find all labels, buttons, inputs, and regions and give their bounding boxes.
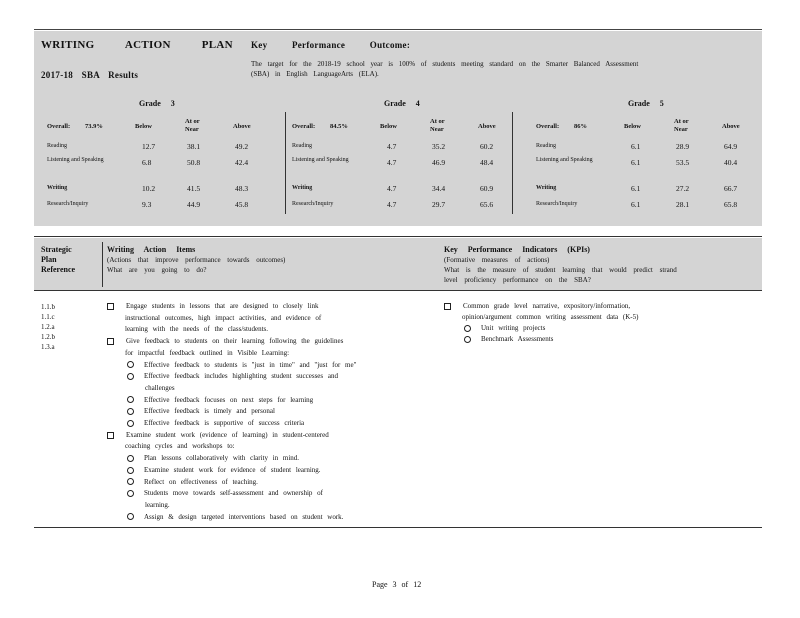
overall-value: 84.5% — [330, 123, 348, 130]
row-label: Listening and Speaking — [292, 157, 349, 163]
list-item-text: Examine student work (evidence of learning) in student-centered — [126, 430, 329, 439]
grade-divider — [512, 112, 513, 214]
list-item — [127, 513, 343, 521]
value-above: 65.8 — [724, 200, 738, 209]
col-header-below: Below — [135, 123, 152, 130]
list-item-text: coaching cycles and workshops to: — [125, 442, 235, 451]
value-near: 41.5 — [187, 184, 201, 193]
square-bullet-icon — [107, 303, 114, 310]
reference-item: 1.2.b — [41, 333, 55, 341]
list-item — [127, 407, 275, 415]
list-item — [462, 313, 638, 321]
col-header-at-near — [430, 118, 445, 134]
value-below: 12.7 — [142, 142, 156, 151]
grade-title: Grade 5 — [628, 99, 664, 108]
ref-header-line: Reference — [41, 265, 76, 274]
column-divider — [102, 242, 103, 287]
row-label: Writing — [536, 185, 557, 191]
col-header-at-near-line: Near — [430, 126, 444, 133]
value-near: 38.1 — [187, 142, 201, 151]
row-label: Writing — [47, 185, 68, 191]
value-below: 4.7 — [387, 158, 397, 167]
row-label: Listening and Speaking — [536, 157, 593, 163]
list-item-text: Plan lessons collaboratively with clarity in mind. — [144, 454, 300, 463]
list-item-text: Assign & design targeted interventions based on student work. — [144, 512, 344, 521]
circle-bullet-icon — [464, 325, 471, 332]
circle-bullet-icon — [127, 467, 134, 474]
ref-header-line: Strategic — [41, 245, 72, 254]
grade-title: Grade 3 — [139, 99, 175, 108]
section-rule — [34, 290, 762, 291]
kpi-question: What is the measure of student learning that would predict strand — [444, 266, 677, 274]
action-items-title: Writing Action Items — [107, 245, 196, 254]
value-above: 48.4 — [480, 158, 494, 167]
value-near: 35.2 — [432, 142, 446, 151]
kpi-header — [444, 245, 677, 285]
row-label: Research/Inquiry — [47, 201, 89, 207]
col-header-at-near-line: At or — [674, 118, 689, 125]
value-below: 4.7 — [387, 184, 397, 193]
circle-bullet-icon — [127, 373, 134, 380]
circle-bullet-icon — [127, 513, 134, 520]
col-header-below: Below — [624, 123, 641, 130]
col-header-above: Above — [233, 123, 251, 130]
list-item — [127, 478, 258, 486]
action-items-question: What are you going to do? — [107, 266, 207, 274]
action-items-header — [107, 245, 285, 275]
list-item-text: Give feedback to students on their learning following the guidelines — [126, 337, 344, 346]
value-near: 29.7 — [432, 200, 446, 209]
row-label: Listening and Speaking — [47, 157, 104, 163]
value-near: 50.8 — [187, 158, 201, 167]
kpi-question: level proficiency performance on the SBA? — [444, 276, 591, 284]
kpi-title: Key Performance Indicators (KPIs) — [444, 245, 590, 254]
row-label: Research/Inquiry — [536, 201, 578, 207]
value-above: 48.3 — [235, 184, 249, 193]
reference-list — [41, 302, 55, 352]
value-below: 4.7 — [387, 200, 397, 209]
key-outcome-label: Key Performance Outcome: — [251, 40, 411, 50]
value-below: 4.7 — [387, 142, 397, 151]
value-below: 6.1 — [631, 184, 641, 193]
value-near: 28.9 — [676, 142, 690, 151]
list-item — [127, 361, 356, 369]
list-item-text: Benchmark Assessments — [481, 335, 554, 343]
list-item — [107, 337, 343, 345]
list-item — [127, 489, 323, 497]
list-item — [127, 372, 338, 380]
grade-title: Grade 4 — [384, 99, 420, 108]
list-item — [464, 324, 545, 332]
list-item — [127, 454, 299, 462]
value-above: 60.2 — [480, 142, 494, 151]
section-rule — [34, 236, 762, 237]
list-item-text: learning with the needs of the class/students. — [125, 325, 268, 334]
col-header-below: Below — [380, 123, 397, 130]
list-item-text: Students move towards self-assessment and ownership of — [144, 489, 323, 498]
list-item-text: Engage students in lessons that are designed to closely link — [126, 302, 319, 310]
list-item — [145, 384, 175, 392]
list-item — [125, 314, 321, 322]
value-above: 49.2 — [235, 142, 249, 151]
value-above: 45.8 — [235, 200, 249, 209]
square-bullet-icon — [444, 303, 451, 310]
value-below: 6.1 — [631, 142, 641, 151]
list-item-text: Reflect on effectiveness of teaching. — [144, 477, 258, 486]
ref-header-line: Plan — [41, 255, 57, 264]
value-near: 46.9 — [432, 158, 446, 167]
circle-bullet-icon — [127, 420, 134, 427]
key-outcome-line-1: The target for the 2018-19 school year is 100% of students meeting standard on the Smarter Balanced Assessment — [251, 60, 639, 68]
list-item — [107, 431, 329, 439]
list-item-text: Effective feedback to students is "just in time" and "just for me" — [144, 360, 357, 369]
col-header-above: Above — [478, 123, 496, 130]
value-near: 27.2 — [676, 184, 690, 193]
col-header-at-near-line: At or — [430, 118, 445, 125]
value-below: 6.1 — [631, 158, 641, 167]
key-outcome-line-2: (SBA) in English LanguageArts (ELA). — [251, 70, 379, 78]
list-item-text: Effective feedback is timely and personal — [144, 407, 275, 416]
overall-value: 73.9% — [85, 123, 103, 130]
col-header-at-near — [674, 118, 689, 134]
bottom-rule — [34, 527, 762, 528]
reference-item: 1.1.c — [41, 313, 55, 321]
list-item-text: for impactful feedback outlined in Visible Learning: — [125, 348, 290, 357]
col-header-at-near-line: Near — [674, 126, 688, 133]
circle-bullet-icon — [127, 361, 134, 368]
value-above: 64.9 — [724, 142, 738, 151]
value-below: 10.2 — [142, 184, 156, 193]
overall-label: Overall: — [536, 123, 560, 130]
list-item-text: Examine student work for evidence of student learning. — [144, 465, 321, 474]
list-item-text: instructional outcomes, high impact activities, and evidence of — [125, 313, 322, 322]
list-item-text: Effective feedback focuses on next steps for learning — [144, 395, 314, 404]
col-header-at-near — [185, 118, 200, 134]
circle-bullet-icon — [127, 408, 134, 415]
list-item — [125, 325, 268, 333]
value-above: 60.9 — [480, 184, 494, 193]
reference-item: 1.2.a — [41, 323, 55, 331]
value-near: 28.1 — [676, 200, 690, 209]
value-above: 66.7 — [724, 184, 738, 193]
col-header-at-near-line: Near — [185, 126, 199, 133]
list-item-text: learning. — [145, 500, 170, 509]
row-label: Reading — [536, 143, 556, 149]
list-item — [127, 419, 304, 427]
value-near: 44.9 — [187, 200, 201, 209]
list-item — [125, 442, 235, 450]
list-item — [127, 466, 321, 474]
row-label: Reading — [47, 143, 67, 149]
grade-divider — [285, 112, 286, 214]
kpi-subtitle: (Formative measures of actions) — [444, 256, 550, 264]
value-above: 40.4 — [724, 158, 738, 167]
reference-item: 1.3.a — [41, 343, 55, 351]
list-item — [107, 302, 318, 310]
overall-label: Overall: — [292, 123, 316, 130]
key-outcome-text — [251, 59, 751, 79]
reference-item: 1.1.b — [41, 303, 55, 311]
value-below: 9.3 — [142, 200, 152, 209]
list-item — [127, 396, 313, 404]
circle-bullet-icon — [127, 478, 134, 485]
list-item-text: Common grade level narrative, expository/information, — [463, 302, 631, 310]
list-item-text: Effective feedback includes highlighting student successes and — [144, 372, 338, 381]
results-title: 2017-18 SBA Results — [41, 70, 139, 80]
list-item-text: Effective feedback is supportive of success criteria — [144, 419, 305, 427]
col-header-above: Above — [722, 123, 740, 130]
circle-bullet-icon — [127, 396, 134, 403]
page-number: Page 3 of 12 — [372, 580, 422, 589]
overall-value: 86% — [574, 123, 587, 130]
value-near: 34.4 — [432, 184, 446, 193]
row-label: Reading — [292, 143, 312, 149]
col-header-at-near-line: At or — [185, 118, 200, 125]
value-below: 6.1 — [631, 200, 641, 209]
list-item — [464, 335, 553, 343]
circle-bullet-icon — [127, 455, 134, 462]
overall-label: Overall: — [47, 123, 71, 130]
value-near: 53.5 — [676, 158, 690, 167]
row-label: Writing — [292, 185, 313, 191]
list-item — [125, 349, 289, 357]
strategic-plan-reference-header — [41, 245, 75, 275]
action-items-subtitle: (Actions that improve performance towards outcomes) — [107, 256, 286, 264]
value-above: 65.6 — [480, 200, 494, 209]
top-rule — [34, 29, 762, 30]
square-bullet-icon — [107, 338, 114, 345]
value-above: 42.4 — [235, 158, 249, 167]
list-item-text: Unit writing projects — [481, 324, 546, 332]
list-item-text: opinion/argument common writing assessment data (K-5) — [462, 313, 639, 321]
list-item — [145, 501, 170, 509]
circle-bullet-icon — [464, 336, 471, 343]
page-title: WRITING ACTION PLAN — [41, 39, 233, 51]
circle-bullet-icon — [127, 490, 134, 497]
square-bullet-icon — [107, 432, 114, 439]
list-item — [444, 302, 630, 310]
list-item-text: challenges — [145, 383, 175, 392]
row-label: Research/Inquiry — [292, 201, 334, 207]
value-below: 6.8 — [142, 158, 152, 167]
